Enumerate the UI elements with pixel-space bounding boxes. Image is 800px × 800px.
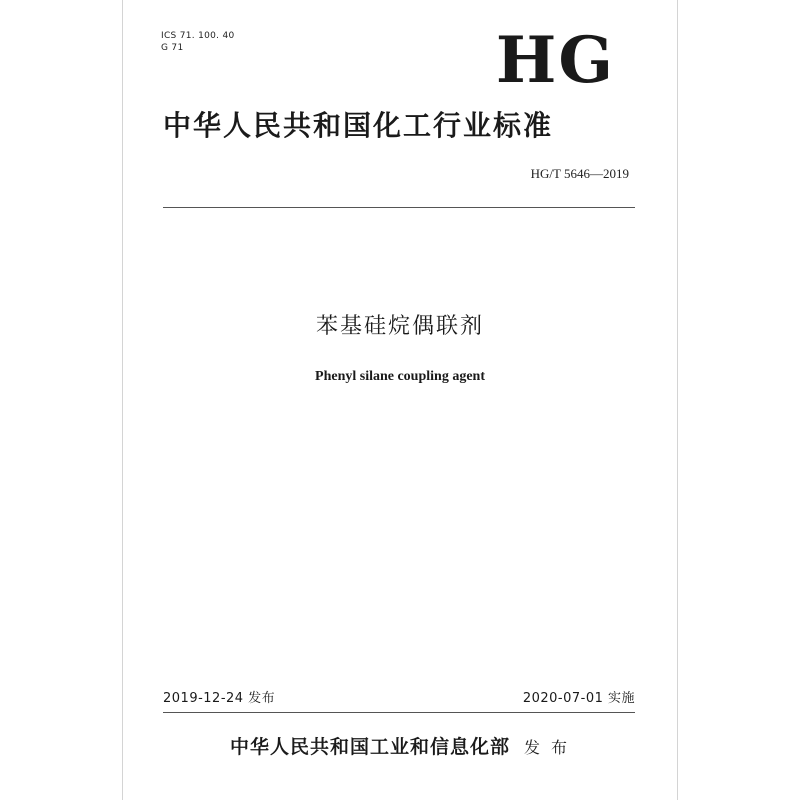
ccs-code: G 71: [161, 43, 184, 53]
bottom-divider: [163, 712, 635, 713]
document-title-english: Phenyl silane coupling agent: [315, 369, 485, 384]
publisher-name: 中华人民共和国工业和信息化部: [229, 736, 510, 758]
issue-date: 2019-12-24 发布: [163, 691, 276, 706]
standard-category-title: 中华人民共和国化工行业标准: [163, 109, 554, 142]
publisher-label: 发 布: [523, 738, 571, 757]
standard-cover-page: [122, 0, 678, 800]
publisher-line: [123, 734, 677, 761]
top-divider: [163, 207, 635, 208]
document-title-chinese: 苯基硅烷偶联剂: [315, 314, 484, 339]
hg-logo: HG: [495, 23, 615, 98]
standard-number: HG/T 5646—2019: [530, 166, 629, 181]
implementation-date: 2020-07-01 实施: [522, 691, 635, 706]
classification-codes: [161, 30, 235, 54]
ics-code: ICS 71. 100. 40: [161, 31, 235, 41]
